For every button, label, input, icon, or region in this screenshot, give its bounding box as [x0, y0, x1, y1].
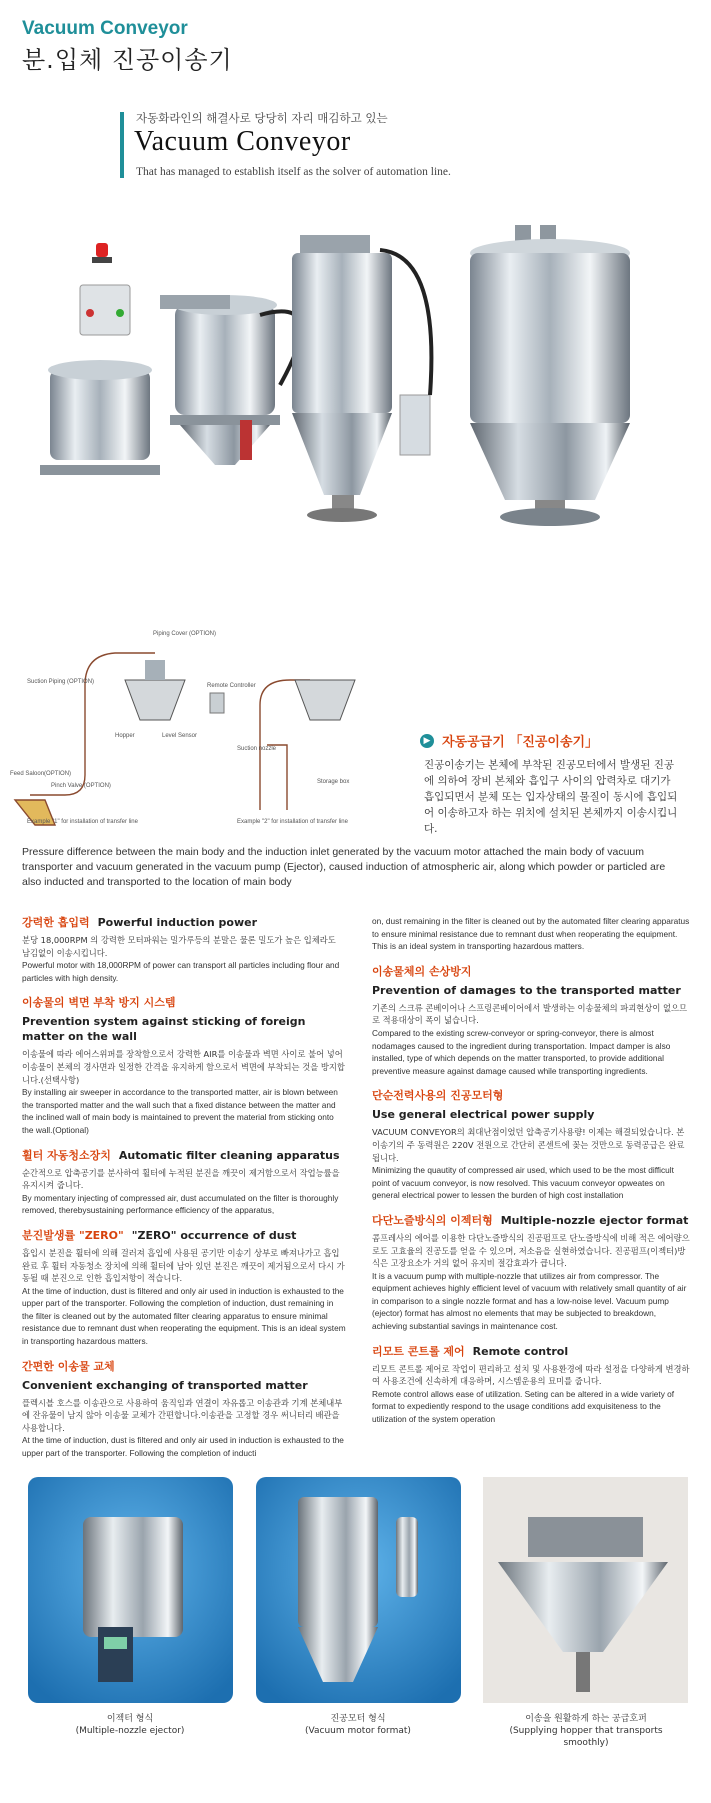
- diagram-label-suction-nozzle: Suction nozzle: [237, 746, 277, 752]
- diagram-label-piping-cover: Piping Cover (OPTION): [153, 631, 217, 637]
- vacuum-conveyor-product-photo: [30, 225, 670, 575]
- photo-caption-vacuum-motor: [258, 1713, 458, 1737]
- feature-heading-en: Prevention system against sticking of foreign matter on the wall: [22, 1015, 306, 1044]
- diagram-lid-1: [145, 660, 165, 680]
- feature-heading: [22, 1228, 346, 1243]
- feature-body-ko: 흡입시 분진을 휠터에 의해 걸러져 흡입에 사용된 공기만 이송기 상부로 빠져나가고 흡입완료 후 휠터 자동청소 장치에 의해 휠터에 남아 있던 분진은 깨끗이 제거됨으로서 다시 가동될 때 분진으로 인한 흡입저항이 적습니다.: [22, 1247, 345, 1284]
- feature-body-ko: VACUUM CONVEYOR의 최대난점이었던 압축공기사용량! 이제는 해결되었습니다. 본 이송기의 주 동력원은 220V 전원으로 간단히 콘센트에 꽂는 것만으로 동력공급은 완료됩니다.: [372, 1127, 685, 1163]
- machine-large: [470, 225, 630, 526]
- hero-title: Vacuum Conveyor: [134, 126, 351, 157]
- installation-diagram: [5, 625, 405, 830]
- photo-caption-supplying-hopper: [486, 1713, 686, 1749]
- feature-heading-en: "ZERO" occurrence of dust: [131, 1228, 297, 1242]
- feature-heading-ko: 단순전력사용의 진공모터형: [372, 1089, 504, 1103]
- feature-body-en: At the time of induction, dust is filtered and only air used in induction is exhausted to the upper part of the transporter. Following the completion of induction, dust remaining in the filter is cleaned out by the automated filter clearing apparatus to ensure minimal resistance due to remnant dust when reoperating the equipment. This is an ideal system in transporting hazardous matters.: [22, 1285, 346, 1347]
- hero-subtitle: 자동화라인의 해결사로 당당히 자리 매김하고 있는: [136, 111, 388, 125]
- feature-body-ko: 플렉시블 호스를 이송관으로 사용하여 움직임과 연결이 자유롭고 이송관과 기계 본체내부에 잔유물이 남지 않아 이송물 교체가 간편합니다.이송관을 고정할 경우 써니터리 배관을 사용합니다.: [22, 1397, 343, 1433]
- photo-caption-en: (Supplying hopper that transports smoothly): [509, 1726, 663, 1748]
- feature-heading-ko: 간편한 이송물 교체: [22, 1359, 115, 1373]
- feature-heading-en: Multiple-nozzle ejector format: [500, 1213, 689, 1227]
- photo-caption-ejector: [30, 1713, 230, 1737]
- photo-caption-en: (Vacuum motor format): [305, 1726, 411, 1736]
- feature-heading-ko: 이송물의 벽면 부착 방지 시스템: [22, 996, 176, 1010]
- feature-continuation-text: on, dust remaining in the filter is cleaned out by the automated filter clearing apparatus to ensure minimal resistance due to remnant dust when reoperating the equipment. This is an ideal system in transporting hazardous matters.: [372, 916, 690, 952]
- feature-body-en: Powerful motor with 18,000RPM of power can transport all particles including flour and particles with high density.: [22, 960, 340, 983]
- intro-paragraph: Pressure difference between the main body and the induction inlet generated by the vacuum motor attached the main body of vacuum transporter and vacuum generated in the vacuum pump (Ejector), caused induction of atmospheric air, along which powder or particled are also inducted and transported to the location of main body: [22, 846, 666, 888]
- feature-multi-nozzle-ejector: [372, 1213, 690, 1333]
- diagram-hopper-1: [125, 680, 185, 720]
- feature-heading-en: Powerful induction power: [97, 916, 258, 929]
- feature-body-en: By installing air sweeper in accordance to the transported matter, air is blown between the transported matter and the wall such that a fixed distance between the matter and the inclined wall of main body is maintained to prevent the material from sticking onto the wall.(Optional): [22, 1087, 338, 1135]
- feature-body-ko: 순간적으로 압축공기를 분사하여 휠터에 누적된 분진을 깨끗이 제거함으로서 작업능률을 유지시켜 줍니다.: [22, 1167, 340, 1191]
- feature-heading: [372, 1344, 690, 1359]
- supply-title: 자동공급기 「진공이송기」: [442, 735, 599, 750]
- features-left-column: [22, 915, 346, 1471]
- feature-wall-sticking-prevention: [22, 995, 346, 1136]
- diagram-example-2-caption: Example "2" for installation of transfer line: [237, 819, 348, 825]
- feature-body-ko: 분당 18,000RPM 의 강력한 모터파워는 밀가루등의 분말은 물론 밀도가 높은 입체라도 남김없이 이송시킵니다.: [22, 935, 336, 958]
- feature-body-en: Minimizing the quautity of compressed air used, which used to be the most difficult point of vacuum conveyor, is now resolved. This vacuum conveyor opweates on general electrical power to lessen the burden of high cost installation: [372, 1165, 674, 1201]
- feature-heading: [372, 1213, 690, 1228]
- photo-caption-ko: 이송을 원활하게 하는 공급호퍼: [525, 1714, 647, 1724]
- feature-heading-ko: 강력한 흡입력: [22, 916, 90, 929]
- diagram-label-level-sensor: Level Sensor: [162, 733, 198, 739]
- photo-caption-ko: 이젝터 형식: [106, 1714, 154, 1724]
- diagram-label-feed-saloon: Feed Saloon(OPTION): [10, 771, 72, 777]
- feature-heading: [22, 915, 346, 930]
- machine-small: [40, 243, 160, 475]
- diagram-label-storage-box: Storage box: [317, 779, 350, 785]
- feature-zero-dust: [22, 1228, 346, 1348]
- feature-heading-ko: 휠터 자동청소장치: [22, 1148, 111, 1162]
- feature-filter-cleaning: [22, 1148, 346, 1217]
- feature-heading-en: Use general electrical power supply: [372, 1108, 595, 1122]
- hero-description: That has managed to establish itself as the solver of automation line.: [136, 166, 451, 178]
- features-right-column: [372, 915, 690, 1437]
- photo-caption-ko: 진공모터 형식: [330, 1714, 386, 1724]
- brand-title-en: Vacuum Conveyor: [22, 18, 188, 39]
- diagram-remote-controller: [210, 693, 224, 713]
- photo-ejector: [28, 1477, 233, 1703]
- feature-easy-exchange: [22, 1359, 346, 1460]
- feature-heading-ko: 분진발생률 "ZERO": [22, 1228, 124, 1242]
- feature-heading-en: Convenient exchanging of transported matter: [22, 1378, 308, 1392]
- feature-body-en: At the time of induction, dust is filtered and only air used in induction is exhausted to the upper part of the transporter. Following the completion of inducti: [22, 1435, 344, 1459]
- feature-body-en: By momentary injecting of compressed air, dust accumulated on the filter is thoroughly removed, therebysustaining performance efficiency of the apparatus,: [22, 1192, 339, 1216]
- feature-heading-ko: 이송물체의 손상방지: [372, 964, 472, 978]
- diagram-label-pinch-valve: Pinch Valve (OPTION): [51, 783, 111, 789]
- feature-body-ko: 이송물에 따라 에어스위퍼를 장착함으로서 강력한 AIR를 이송물과 벽면 사이로 불어 넣어 이송물이 본체의 경사면과 일정한 간격을 유지하게 함으로서 벽면에 부착되는 것을 방지합니다.(선택사항): [22, 1049, 345, 1085]
- feature-heading-en: Prevention of damages to the transported matter: [372, 983, 681, 997]
- feature-body-en: Compared to the existing screw-conveyor or spring-conveyor, there is almost nodamages caused to the ingredient during transportation. Impact damper is also installed, type of which depends on the matter transported, to provide additional preventive measure against damage caused while transporting ingredients.: [372, 1027, 671, 1076]
- supply-body: 진공이송기는 본체에 부착된 진공모터에서 발생된 진공에 의하여 장비 본체와 흡입구 사이의 압력차로 대기가 흡입되면서 분체 또는 입자상태의 물질이 동시에 흡입되어 이송하고자 하는 위치에 설치된 본체까지 이송시킵니다.: [424, 759, 678, 835]
- hero-accent-bar: [120, 112, 124, 178]
- brand-title-ko: 분.입체 진공이송기: [22, 46, 233, 74]
- photo-vacuum-motor: [256, 1477, 461, 1703]
- feature-body-ko: 리모트 콘트롤 제어로 작업이 편리하고 설치 및 사용환경에 따라 설정을 다양하게 변경하여 사용조건에 신속하게 대응하며, 시스템운용의 묘미를 줍니다.: [372, 1363, 690, 1387]
- feature-general-power: [372, 1088, 690, 1202]
- feature-heading-ko: 다단노즐방식의 이젝터형: [372, 1213, 493, 1227]
- arrow-right-icon: ▶: [420, 734, 434, 748]
- machine-tall: [292, 235, 431, 522]
- diagram-label-remote-controller: Remote Controller: [207, 683, 256, 689]
- bottom-photo-strip: [28, 1477, 688, 1703]
- feature-heading: [22, 1148, 346, 1163]
- machine-medium: [160, 295, 301, 465]
- feature-body-en: Remote control allows ease of utilization. Seting can be altered in a wide variety of format to expediently respond to the usage conditions add exquisiteness to the utilization of the system operation: [372, 1388, 675, 1425]
- feature-remote-control: [372, 1344, 690, 1426]
- photo-caption-en: (Multiple-nozzle ejector): [75, 1726, 185, 1736]
- feature-body-en: It is a vacuum pump with multiple-nozzle that utilizes air from compressor. The equipment achieves highly efficient level of vacuum with relatively small quantity of air in comparison to a single nozzle format and has a low-noise level. Vacuum pump (ejector) format has almost no elements that may be subjected to breakdown, achieving substantial savings in maintenance cost.: [372, 1270, 687, 1332]
- supply-heading: [420, 731, 598, 750]
- feature-damage-prevention: [372, 964, 690, 1078]
- feature-heading-en: Automatic filter cleaning apparatus: [118, 1148, 340, 1162]
- diagram-hopper-2: [295, 680, 355, 720]
- feature-body-ko: 콤프레사의 에어를 이용한 다단노즐방식의 진공펌프로 단노즐방식에 비해 적은 에어량으로도 고효율의 진공도를 얻을 수 있으며, 저소음을 실현하였습니다. 진공펌프(이젝터)방식은 고장요소가 거의 없어 유지비 절감효과가 큽니다.: [372, 1232, 690, 1269]
- feature-powerful-induction: [22, 915, 346, 984]
- feature-heading-ko: 리모트 콘트롤 제어: [372, 1344, 465, 1358]
- photo-supplying-hopper: [483, 1477, 688, 1703]
- feature-heading-en: Remote control: [472, 1344, 569, 1358]
- diagram-label-suction-piping: Suction Piping (OPTION): [27, 679, 95, 685]
- diagram-label-hopper: Hopper: [115, 733, 135, 739]
- feature-body-ko: 기존의 스크류 콘베이어나 스프링콘베이어에서 발생하는 이송물체의 파괴현상이 없으므로 적용대상이 폭이 넓습니다.: [372, 1002, 688, 1026]
- diagram-example-1-caption: Example "1" for installation of transfer line: [27, 819, 138, 825]
